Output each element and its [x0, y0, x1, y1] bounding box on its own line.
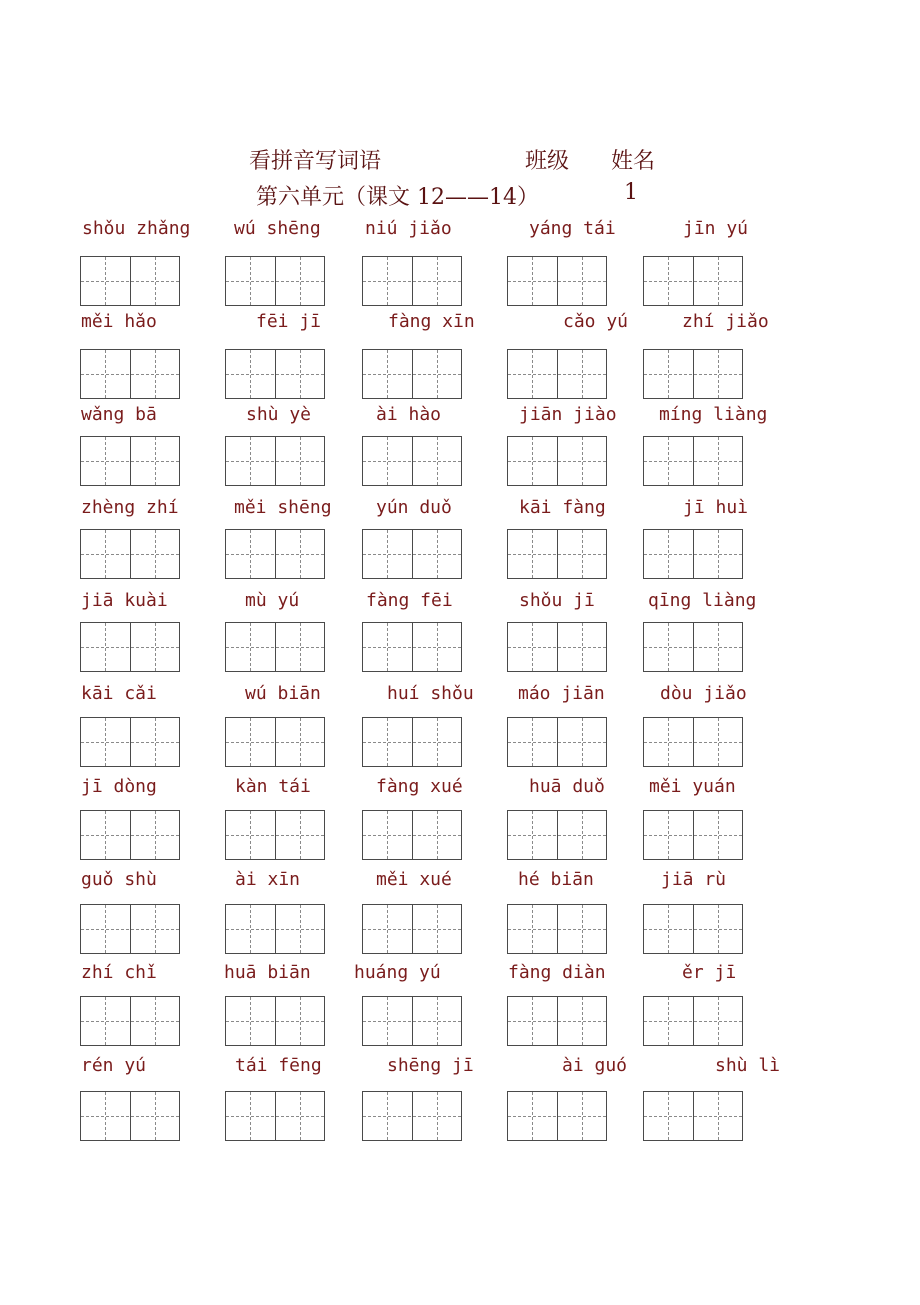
writing-box[interactable]	[80, 996, 180, 1046]
pinyin-label: wú shēng	[234, 218, 321, 239]
guide-line-vertical	[387, 530, 388, 578]
pinyin-label: máo jiān	[518, 683, 605, 704]
guide-line-vertical	[250, 623, 251, 671]
box-divider	[275, 997, 276, 1045]
guide-line-vertical	[300, 437, 301, 485]
guide-line-vertical	[582, 530, 583, 578]
guide-line-vertical	[387, 997, 388, 1045]
guide-line-vertical	[300, 350, 301, 398]
guide-line-vertical	[155, 905, 156, 953]
guide-line-vertical	[387, 623, 388, 671]
box-divider	[130, 530, 131, 578]
box-divider	[275, 718, 276, 766]
pinyin-label: mù yú	[245, 590, 300, 611]
guide-line-vertical	[155, 437, 156, 485]
guide-line-vertical	[250, 1092, 251, 1140]
box-divider	[693, 623, 694, 671]
guide-line-vertical	[250, 997, 251, 1045]
box-divider	[275, 623, 276, 671]
writing-box[interactable]	[225, 1091, 325, 1141]
pinyin-label: kàn tái	[235, 776, 311, 797]
guide-line-vertical	[155, 350, 156, 398]
writing-box[interactable]	[643, 256, 743, 306]
box-divider	[275, 811, 276, 859]
pinyin-label: zhí chǐ	[81, 962, 157, 983]
pinyin-label: huā biān	[224, 962, 311, 983]
box-divider	[557, 530, 558, 578]
writing-box[interactable]	[225, 810, 325, 860]
guide-line-vertical	[300, 718, 301, 766]
box-divider	[412, 811, 413, 859]
pinyin-label: fēi jī	[256, 311, 322, 332]
writing-box[interactable]	[362, 256, 462, 306]
guide-line-vertical	[532, 437, 533, 485]
guide-line-vertical	[300, 257, 301, 305]
guide-line-vertical	[105, 350, 106, 398]
guide-line-vertical	[300, 623, 301, 671]
pinyin-label: shǒu jī	[519, 590, 595, 611]
writing-box[interactable]	[225, 436, 325, 486]
guide-line-vertical	[582, 718, 583, 766]
box-divider	[412, 530, 413, 578]
pinyin-label: qīng liàng	[648, 590, 757, 611]
guide-line-vertical	[532, 530, 533, 578]
writing-box[interactable]	[362, 529, 462, 579]
pinyin-label: měi xué	[376, 869, 452, 890]
guide-line-vertical	[668, 530, 669, 578]
writing-box[interactable]	[507, 904, 607, 954]
guide-line-vertical	[532, 905, 533, 953]
writing-box[interactable]	[225, 904, 325, 954]
box-divider	[693, 1092, 694, 1140]
box-divider	[693, 811, 694, 859]
guide-line-vertical	[718, 530, 719, 578]
box-divider	[130, 437, 131, 485]
writing-box[interactable]	[507, 810, 607, 860]
pinyin-label: jīn yú	[683, 218, 749, 239]
guide-line-vertical	[250, 905, 251, 953]
writing-box[interactable]	[507, 996, 607, 1046]
box-divider	[275, 437, 276, 485]
guide-line-vertical	[668, 997, 669, 1045]
guide-line-vertical	[387, 718, 388, 766]
writing-box[interactable]	[225, 529, 325, 579]
pinyin-label: hé biān	[518, 869, 594, 890]
pinyin-label: shù yè	[246, 404, 312, 425]
writing-box[interactable]	[80, 717, 180, 767]
box-divider	[412, 350, 413, 398]
box-divider	[130, 350, 131, 398]
guide-line-vertical	[668, 437, 669, 485]
box-divider	[130, 718, 131, 766]
guide-line-vertical	[718, 257, 719, 305]
box-divider	[693, 257, 694, 305]
box-divider	[557, 350, 558, 398]
pinyin-label: cǎo yú	[563, 311, 629, 332]
guide-line-vertical	[437, 1092, 438, 1140]
guide-line-vertical	[387, 811, 388, 859]
pinyin-label: jī dòng	[81, 776, 157, 797]
unit-subtitle: 第六单元（课文 12——14）	[256, 185, 539, 210]
writing-box[interactable]	[507, 1091, 607, 1141]
box-divider	[130, 811, 131, 859]
box-divider	[557, 257, 558, 305]
guide-line-vertical	[250, 530, 251, 578]
guide-line-vertical	[582, 257, 583, 305]
pinyin-label: dòu jiǎo	[660, 683, 747, 704]
pinyin-label: jiān jiào	[519, 404, 617, 425]
guide-line-vertical	[532, 350, 533, 398]
writing-box[interactable]	[80, 904, 180, 954]
guide-line-vertical	[250, 811, 251, 859]
page-number: 1	[624, 180, 638, 205]
pinyin-label: niú jiǎo	[365, 218, 452, 239]
guide-line-vertical	[718, 623, 719, 671]
pinyin-label: zhèng zhí	[81, 497, 179, 518]
guide-line-vertical	[668, 1092, 669, 1140]
guide-line-vertical	[582, 350, 583, 398]
writing-box[interactable]	[507, 349, 607, 399]
box-divider	[412, 1092, 413, 1140]
guide-line-vertical	[718, 1092, 719, 1140]
guide-line-vertical	[532, 811, 533, 859]
pinyin-label: yún duǒ	[376, 497, 452, 518]
guide-line-vertical	[105, 623, 106, 671]
pinyin-label: míng liàng	[659, 404, 768, 425]
writing-box[interactable]	[362, 810, 462, 860]
guide-line-vertical	[437, 623, 438, 671]
box-divider	[557, 437, 558, 485]
writing-box[interactable]	[362, 349, 462, 399]
writing-box[interactable]	[362, 436, 462, 486]
guide-line-vertical	[437, 997, 438, 1045]
writing-box[interactable]	[80, 810, 180, 860]
box-divider	[412, 718, 413, 766]
box-divider	[412, 623, 413, 671]
box-divider	[693, 718, 694, 766]
box-divider	[693, 905, 694, 953]
guide-line-vertical	[155, 997, 156, 1045]
pinyin-label: zhí jiǎo	[682, 311, 769, 332]
box-divider	[275, 905, 276, 953]
guide-line-vertical	[582, 997, 583, 1045]
guide-line-vertical	[582, 1092, 583, 1140]
guide-line-vertical	[300, 1092, 301, 1140]
guide-line-vertical	[718, 718, 719, 766]
guide-line-vertical	[300, 530, 301, 578]
guide-line-vertical	[387, 257, 388, 305]
guide-line-vertical	[532, 623, 533, 671]
writing-box[interactable]	[362, 1091, 462, 1141]
writing-box[interactable]	[362, 622, 462, 672]
writing-box[interactable]	[80, 436, 180, 486]
guide-line-vertical	[437, 530, 438, 578]
guide-line-vertical	[105, 530, 106, 578]
pinyin-label: jiā rù	[661, 869, 727, 890]
writing-box[interactable]	[362, 904, 462, 954]
guide-line-vertical	[718, 437, 719, 485]
box-divider	[412, 905, 413, 953]
guide-line-vertical	[105, 437, 106, 485]
writing-box[interactable]	[362, 996, 462, 1046]
pinyin-label: shǒu zhǎng	[82, 218, 191, 239]
guide-line-vertical	[437, 350, 438, 398]
guide-line-vertical	[105, 905, 106, 953]
writing-box[interactable]	[507, 256, 607, 306]
guide-line-vertical	[718, 905, 719, 953]
guide-line-vertical	[250, 257, 251, 305]
guide-line-vertical	[437, 811, 438, 859]
writing-box[interactable]	[225, 256, 325, 306]
class-label: 班级	[525, 149, 570, 174]
guide-line-vertical	[155, 718, 156, 766]
pinyin-label: ài xīn	[235, 869, 301, 890]
guide-line-vertical	[300, 997, 301, 1045]
guide-line-vertical	[155, 257, 156, 305]
guide-line-vertical	[668, 718, 669, 766]
box-divider	[130, 623, 131, 671]
writing-box[interactable]	[643, 622, 743, 672]
guide-line-vertical	[437, 905, 438, 953]
box-divider	[275, 1092, 276, 1140]
guide-line-vertical	[718, 350, 719, 398]
writing-box[interactable]	[225, 996, 325, 1046]
guide-line-vertical	[668, 811, 669, 859]
box-divider	[557, 997, 558, 1045]
box-divider	[693, 997, 694, 1045]
pinyin-label: jī huì	[683, 497, 749, 518]
pinyin-label: shēng jī	[387, 1055, 474, 1076]
guide-line-vertical	[668, 257, 669, 305]
guide-line-vertical	[300, 905, 301, 953]
writing-box[interactable]	[80, 1091, 180, 1141]
guide-line-vertical	[105, 811, 106, 859]
box-divider	[412, 257, 413, 305]
pinyin-label: měi shēng	[234, 497, 332, 518]
name-label: 姓名	[611, 149, 656, 174]
guide-line-vertical	[387, 437, 388, 485]
guide-line-vertical	[155, 530, 156, 578]
writing-box[interactable]	[643, 996, 743, 1046]
guide-line-vertical	[105, 1092, 106, 1140]
guide-line-vertical	[668, 623, 669, 671]
guide-line-vertical	[300, 811, 301, 859]
writing-box[interactable]	[80, 256, 180, 306]
writing-box[interactable]	[225, 349, 325, 399]
guide-line-vertical	[668, 350, 669, 398]
writing-box[interactable]	[643, 349, 743, 399]
box-divider	[130, 1092, 131, 1140]
guide-line-vertical	[250, 437, 251, 485]
guide-line-vertical	[105, 257, 106, 305]
box-divider	[412, 997, 413, 1045]
guide-line-vertical	[668, 905, 669, 953]
guide-line-vertical	[532, 1092, 533, 1140]
guide-line-vertical	[387, 350, 388, 398]
box-divider	[130, 905, 131, 953]
writing-box[interactable]	[643, 529, 743, 579]
box-divider	[557, 1092, 558, 1140]
pinyin-label: huáng yú	[354, 962, 441, 983]
box-divider	[557, 623, 558, 671]
pinyin-label: huí shǒu	[387, 683, 474, 704]
writing-box[interactable]	[643, 717, 743, 767]
box-divider	[275, 350, 276, 398]
guide-line-vertical	[718, 811, 719, 859]
writing-box[interactable]	[80, 622, 180, 672]
guide-line-vertical	[582, 905, 583, 953]
writing-box[interactable]	[507, 717, 607, 767]
guide-line-vertical	[105, 997, 106, 1045]
guide-line-vertical	[437, 437, 438, 485]
pinyin-label: ài guó	[562, 1055, 628, 1076]
guide-line-vertical	[437, 257, 438, 305]
pinyin-label: měi yuán	[649, 776, 736, 797]
box-divider	[130, 257, 131, 305]
pinyin-label: shù lì	[715, 1055, 781, 1076]
box-divider	[275, 530, 276, 578]
guide-line-vertical	[387, 905, 388, 953]
writing-box[interactable]	[225, 622, 325, 672]
guide-line-vertical	[155, 623, 156, 671]
guide-line-vertical	[250, 350, 251, 398]
pinyin-label: kāi cǎi	[81, 683, 157, 704]
pinyin-label: wú biān	[245, 683, 321, 704]
pinyin-label: fàng xīn	[388, 311, 475, 332]
guide-line-vertical	[155, 1092, 156, 1140]
writing-box[interactable]	[362, 717, 462, 767]
box-divider	[130, 997, 131, 1045]
pinyin-label: huā duǒ	[529, 776, 605, 797]
writing-box[interactable]	[643, 436, 743, 486]
writing-box[interactable]	[80, 349, 180, 399]
box-divider	[557, 811, 558, 859]
pinyin-label: fàng fēi	[366, 590, 453, 611]
writing-box[interactable]	[507, 529, 607, 579]
writing-box[interactable]	[80, 529, 180, 579]
box-divider	[557, 905, 558, 953]
writing-box[interactable]	[507, 622, 607, 672]
pinyin-label: tái fēng	[235, 1055, 322, 1076]
pinyin-label: kāi fàng	[519, 497, 606, 518]
box-divider	[693, 437, 694, 485]
pinyin-label: fàng xué	[376, 776, 463, 797]
writing-box[interactable]	[643, 1091, 743, 1141]
pinyin-label: yáng tái	[529, 218, 616, 239]
guide-line-vertical	[582, 623, 583, 671]
writing-box[interactable]	[507, 436, 607, 486]
guide-line-vertical	[532, 257, 533, 305]
box-divider	[693, 530, 694, 578]
writing-box[interactable]	[225, 717, 325, 767]
guide-line-vertical	[718, 997, 719, 1045]
writing-box[interactable]	[643, 810, 743, 860]
pinyin-label: guǒ shù	[81, 869, 157, 890]
box-divider	[557, 718, 558, 766]
pinyin-label: wǎng bā	[81, 404, 157, 425]
box-divider	[412, 437, 413, 485]
guide-line-vertical	[532, 718, 533, 766]
pinyin-label: měi hǎo	[81, 311, 157, 332]
pinyin-label: ěr jī	[682, 962, 737, 983]
pinyin-label: jiā kuài	[81, 590, 168, 611]
pinyin-label: fàng diàn	[508, 962, 606, 983]
box-divider	[275, 257, 276, 305]
guide-line-vertical	[437, 718, 438, 766]
guide-line-vertical	[250, 718, 251, 766]
pinyin-label: rén yú	[81, 1055, 147, 1076]
guide-line-vertical	[582, 437, 583, 485]
guide-line-vertical	[582, 811, 583, 859]
writing-box[interactable]	[643, 904, 743, 954]
guide-line-vertical	[155, 811, 156, 859]
guide-line-vertical	[532, 997, 533, 1045]
box-divider	[693, 350, 694, 398]
guide-line-vertical	[387, 1092, 388, 1140]
pinyin-label: ài hào	[376, 404, 442, 425]
guide-line-vertical	[105, 718, 106, 766]
worksheet-title: 看拼音写词语	[249, 149, 382, 174]
